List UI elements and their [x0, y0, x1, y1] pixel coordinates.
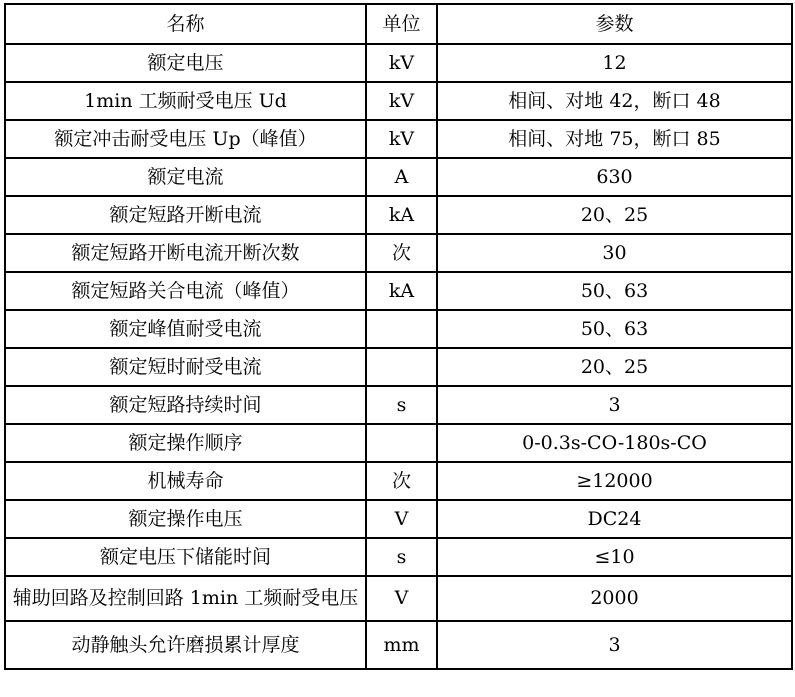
cell-unit	[366, 424, 437, 462]
cell-unit: A	[366, 158, 437, 196]
cell-name: 额定操作顺序	[5, 424, 366, 462]
cell-value: 3	[437, 621, 792, 669]
cell-unit: mm	[366, 621, 437, 669]
cell-unit: s	[366, 538, 437, 576]
table-row	[5, 82, 792, 120]
cell-value: 3	[437, 386, 792, 424]
table-row	[5, 424, 792, 462]
cell-value: 相间、对地 42，断口 48	[437, 82, 792, 120]
cell-value: DC24	[437, 500, 792, 538]
cell-value: 630	[437, 158, 792, 196]
table-row	[5, 120, 792, 158]
cell-unit: s	[366, 386, 437, 424]
header-unit: 单位	[366, 4, 437, 44]
cell-value: 20、25	[437, 196, 792, 234]
spec-table	[4, 3, 793, 670]
cell-unit: 次	[366, 234, 437, 272]
table-row	[5, 196, 792, 234]
cell-unit	[366, 310, 437, 348]
table-header-row	[5, 4, 792, 44]
cell-value: 50、63	[437, 272, 792, 310]
cell-value: 相间、对地 75，断口 85	[437, 120, 792, 158]
table-row	[5, 576, 792, 621]
cell-name: 额定短路持续时间	[5, 386, 366, 424]
table-row	[5, 44, 792, 82]
cell-unit: kA	[366, 272, 437, 310]
cell-unit: 次	[366, 462, 437, 500]
cell-name: 额定短时耐受电流	[5, 348, 366, 386]
table-row	[5, 500, 792, 538]
table-row	[5, 158, 792, 196]
cell-value: 20、25	[437, 348, 792, 386]
cell-value: 50、63	[437, 310, 792, 348]
cell-unit	[366, 348, 437, 386]
cell-value: 2000	[437, 576, 792, 621]
table-row	[5, 310, 792, 348]
cell-unit: kV	[366, 82, 437, 120]
cell-value: ≥12000	[437, 462, 792, 500]
cell-unit: kV	[366, 120, 437, 158]
cell-name: 额定短路关合电流（峰值）	[5, 272, 366, 310]
cell-name: 辅助回路及控制回路 1min 工频耐受电压	[5, 576, 366, 621]
table-row	[5, 272, 792, 310]
cell-value: 30	[437, 234, 792, 272]
cell-value: ≤10	[437, 538, 792, 576]
table-row	[5, 462, 792, 500]
cell-name: 额定峰值耐受电流	[5, 310, 366, 348]
cell-unit: V	[366, 500, 437, 538]
cell-name: 额定短路开断电流开断次数	[5, 234, 366, 272]
table-row	[5, 386, 792, 424]
cell-unit: kA	[366, 196, 437, 234]
cell-name: 动静触头允许磨损累计厚度	[5, 621, 366, 669]
cell-unit: kV	[366, 44, 437, 82]
cell-unit: V	[366, 576, 437, 621]
cell-value: 0-0.3s-CO-180s-CO	[437, 424, 792, 462]
cell-name: 1min 工频耐受电压 Ud	[5, 82, 366, 120]
cell-name: 额定短路开断电流	[5, 196, 366, 234]
cell-name: 机械寿命	[5, 462, 366, 500]
header-value: 参数	[437, 4, 792, 44]
cell-name: 额定冲击耐受电压 Up（峰值）	[5, 120, 366, 158]
cell-name: 额定电压	[5, 44, 366, 82]
cell-name: 额定电压下储能时间	[5, 538, 366, 576]
cell-value: 12	[437, 44, 792, 82]
header-name: 名称	[5, 4, 366, 44]
table-row	[5, 538, 792, 576]
cell-name: 额定电流	[5, 158, 366, 196]
cell-name: 额定操作电压	[5, 500, 366, 538]
table-row	[5, 348, 792, 386]
table-row	[5, 234, 792, 272]
table-row	[5, 621, 792, 669]
